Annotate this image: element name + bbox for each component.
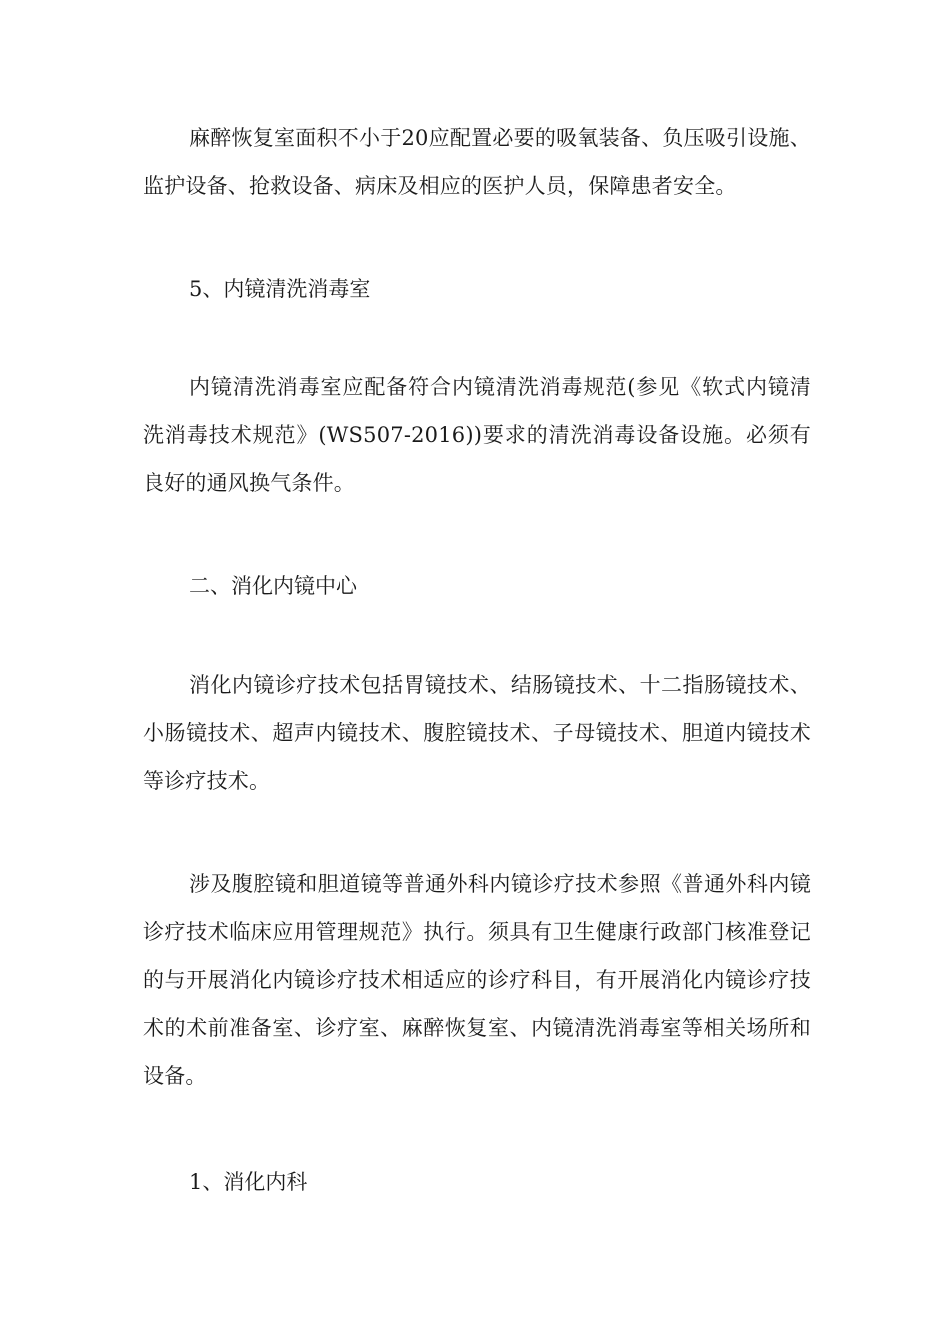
paragraph-recovery-room: 麻醉恢复室面积不小于20应配置必要的吸氧装备、负压吸引设施、监护设备、抢救设备、病床及相应的医护人员，保障患者安全。 [143, 126, 811, 198]
heading-digestive-endoscopy-center: 二、消化内镜中心 [189, 574, 357, 598]
paragraph-surgical-endoscopy-regulation: 涉及腹腔镜和胆道镜等普通外科内镜诊疗技术参照《普通外科内镜诊疗技术临床应用管理规范》执行。须具有卫生健康行政部门核准登记的与开展消化内镜诊疗技术相适应的诊疗科目，有开展消化内镜诊疗技术的术前准备室、诊疗室、麻醉恢复室、内镜清洗消毒室等相关场所和设备。 [143, 872, 811, 1088]
paragraph-endoscopy-techniques: 消化内镜诊疗技术包括胃镜技术、结肠镜技术、十二指肠镜技术、小肠镜技术、超声内镜技术、腹腔镜技术、子母镜技术、胆道内镜技术等诊疗技术。 [143, 673, 811, 793]
heading-gastroenterology: 1、消化内科 [189, 1170, 308, 1194]
paragraph-disinfection-room: 内镜清洗消毒室应配备符合内镜清洗消毒规范(参见《软式内镜清洗消毒技术规范》(WS507-2016))要求的清洗消毒设备设施。必须有良好的通风换气条件。 [143, 375, 811, 495]
heading-endoscope-disinfection-room: 5、内镜清洗消毒室 [189, 277, 371, 301]
